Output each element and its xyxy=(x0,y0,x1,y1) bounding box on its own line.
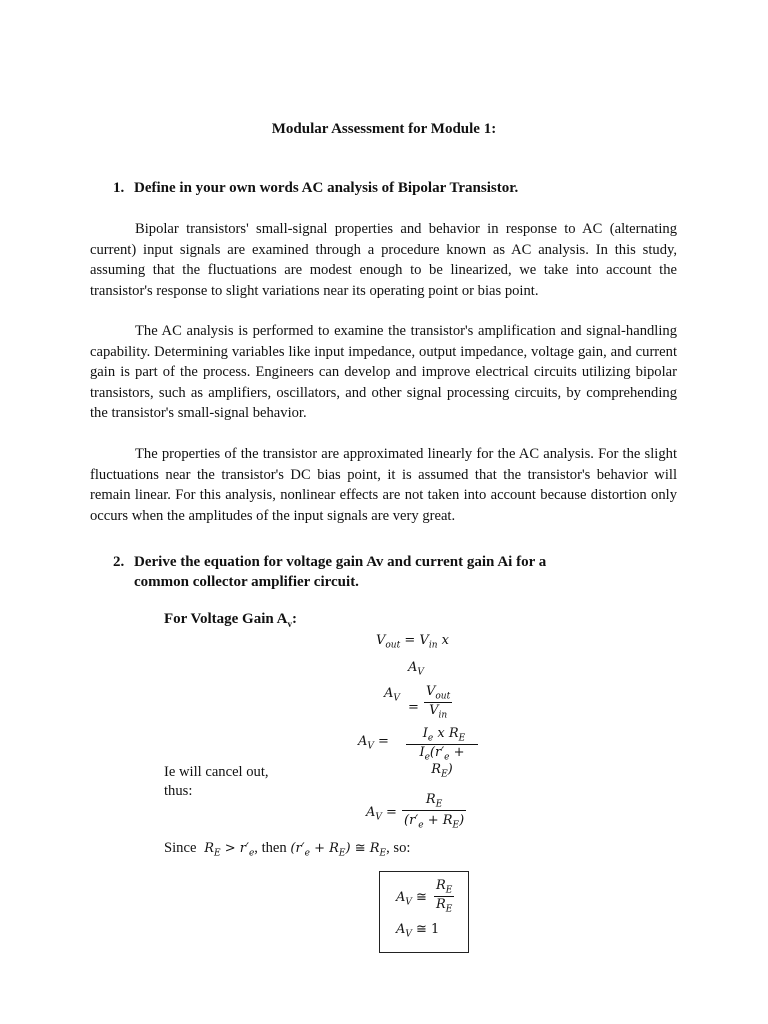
answer-paragraph-3: The properties of the transistor are approximated linearly for the AC analysis. For the slight fluctuations near the transistor's DC bias point, it is assumed that the transistor's behavior will remain linear. For this analysis, nonlinear effects are not taken into account because distortion only occurs when the amplitudes of the input signals are very great. xyxy=(90,446,677,524)
question-2-line-1: Derive the equation for voltage gain Av and current gain Ai for a xyxy=(134,554,547,570)
voltage-gain-heading-sub: v xyxy=(287,619,292,629)
question-1-text: Define in your own words AC analysis of Bipolar Transistor. xyxy=(134,180,519,196)
question-2 xyxy=(113,552,546,592)
voltage-gain-heading-colon: : xyxy=(292,611,297,627)
question-1-number: 1. xyxy=(113,180,125,196)
cancel-note-line-1: Ie will cancel out, xyxy=(164,764,269,780)
equation-vout: $V_{out} = V_{in}$ x $A_V$ xyxy=(376,633,449,678)
question-1 xyxy=(113,180,518,197)
page-title: Modular Assessment for Module 1: xyxy=(271,121,497,137)
so-word: , so: xyxy=(386,840,411,856)
answer-paragraph-1: Bipolar transistors' small-signal properties and behavior in response to AC (alternating current) input signals are examined through a procedure known as AC analysis. In this study, assuming that the fluctuations are modest enough to be linearized, we take into account the transistor's response to slight variations near its operating point or bias point. xyxy=(90,221,677,299)
since-line: Since $R_E > r'_e$, then $(r'_e + R_E)$ ≅ $R_E$, so: xyxy=(164,840,411,859)
cancel-note-line-2: thus: xyxy=(164,783,193,799)
then-word: , then xyxy=(254,840,287,856)
cancel-note xyxy=(164,763,269,801)
voltage-gain-heading-text: For Voltage Gain A xyxy=(164,611,288,627)
voltage-gain-heading xyxy=(164,611,297,629)
answer-paragraph-2: The AC analysis is performed to examine the transistor's amplification and signal-handling capability. Determining variables like input impedance, output impedance, voltage gain, and current gain is part of the process. Engineers can develop and improve electrical circuits utilizing bipolar transistors, such as amplifiers, oscillators, and other signal processing circuits, by comprehending the transistor's small-signal behavior. xyxy=(90,323,677,422)
question-2-number: 2. xyxy=(113,554,125,570)
question-2-line-2: common collector amplifier circuit. xyxy=(134,574,359,590)
question-2-text xyxy=(134,552,546,592)
since-word: Since xyxy=(164,840,197,856)
result-box: $A_V$ ≅ $\frac{R_E}{R_E}$ $A_V$ ≅ 1 xyxy=(379,871,469,953)
